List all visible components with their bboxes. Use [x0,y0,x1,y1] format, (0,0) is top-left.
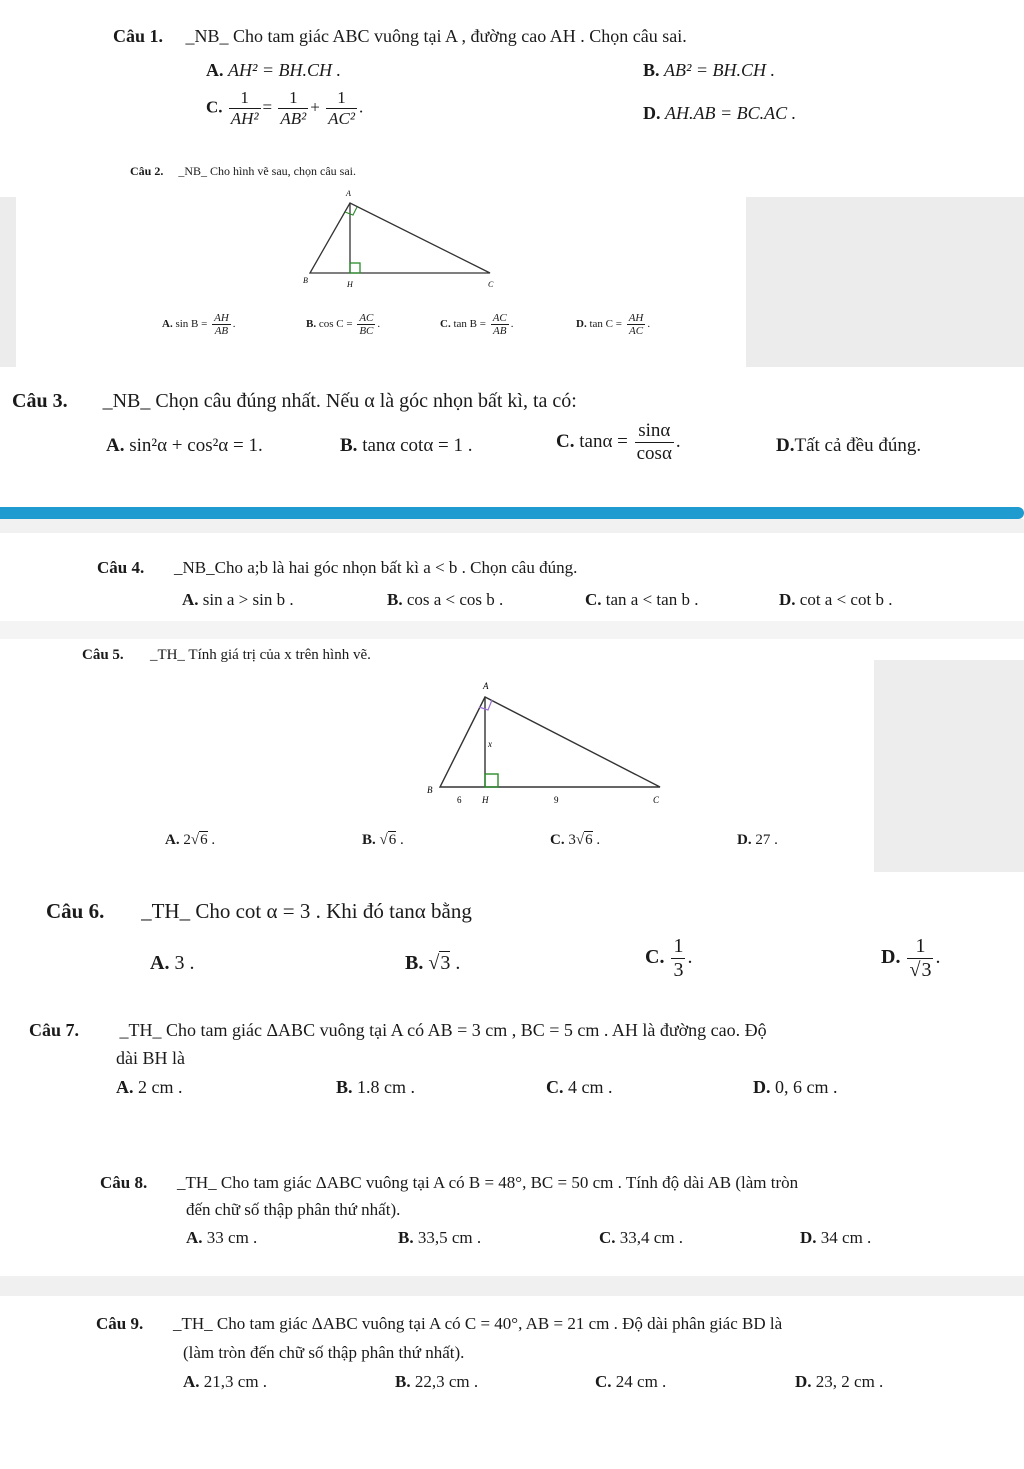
q2-b-den: BC [359,325,374,337]
q2-b-lhs: cos C = [318,318,353,331]
q1-option-c[interactable]: C. $\frac{1}{\text{AH²}}$ = $\frac{1}{\text{AB²}}$ + $\frac{1}{\text{AC²}}$ . [206,88,364,128]
q9-option-b-label: B. [395,1372,411,1391]
q8-stem-line2: đến chữ số thập phân thứ nhất). [186,1200,401,1219]
q5-label-bh: 6 [457,795,462,805]
q7-stem [29,1020,767,1041]
q1-option-b-text: AB² = BH.CH . [664,60,776,80]
q5-label-c: C [653,795,660,805]
q2-c-den: AB [491,324,509,337]
q7-option-b-label: B. [336,1077,353,1097]
q2-a-num: AH [214,312,229,324]
q4-option-d[interactable] [779,590,892,610]
q2-c-num: AC [492,312,507,324]
q6-stem [46,899,472,924]
q7-option-c-label: C. [546,1077,564,1097]
q2-option-d[interactable]: D. tan C = $\frac{AH}{AC}$ . [576,312,651,337]
q4-text: _NB_Cho a;b là hai góc nhọn bất kì a < b . Chọn câu đúng. [173,558,578,577]
q2-label-c: C [488,280,494,289]
q8-text: _TH_ Cho tam giác ΔABC vuông tại A có B = 48°, BC = 50 cm . Tính độ dài AB (làm tròn [176,1173,799,1192]
q1-option-d-label: D. [643,103,661,123]
q1-c-lhs-den: AH² [230,109,259,128]
q2-triangle-abc [310,203,490,273]
q3-option-a[interactable] [106,435,263,457]
q9-option-d-text: 23, 2 cm . [815,1372,884,1391]
q1-option-d-text: AH.AB = BC.AC . [665,103,797,123]
q5-b-rad: 6 [388,832,397,848]
q6-option-a-label: A. [150,952,170,974]
q9-option-c-text: 24 cm . [615,1372,667,1391]
q9-option-b[interactable] [395,1372,478,1392]
q3-option-b-label: B. [340,435,358,456]
q9-option-a-label: A. [183,1372,200,1391]
q3-option-a-text: sin²α + cos²α = 1. [129,435,263,456]
q2-label-h: H [347,280,353,289]
q5-c-coef: 3 [568,832,576,848]
q1-text: _NB_ Cho tam giác ABC vuông tại A , đường cao AH . Chọn câu sai. [185,26,687,46]
q2-option-a[interactable]: A. sin B = $\frac{AH}{AB}$ . [162,312,236,337]
q6-label: Câu 6. [46,899,105,923]
q5-label: Câu 5. [82,647,124,663]
q8-option-a-text: 33 cm . [206,1228,258,1247]
q4-option-a-text: sin a > sin b . [202,590,294,609]
q4-option-d-text: cot a < cot b . [799,590,893,609]
q7-option-a-text: 2 cm . [138,1077,183,1097]
q4-label: Câu 4. [97,558,145,577]
q2-b-num: AC [359,312,374,324]
q8-option-b-label: B. [398,1228,414,1247]
q3-option-b[interactable] [340,435,473,457]
q7-option-a[interactable] [116,1077,183,1098]
q8-option-a-label: A. [186,1228,203,1247]
q2-label-b: B [303,276,308,285]
q3-stem [12,390,577,413]
q8-option-d[interactable] [800,1228,871,1248]
q7-option-a-label: A. [116,1077,134,1097]
q8-option-d-label: D. [800,1228,817,1247]
q9-text: _TH_ Cho tam giác ΔABC vuông tại A có C = 40°, AB = 21 cm . Độ dài phân giác BD là [172,1314,783,1333]
q9-stem [96,1314,782,1334]
q6-option-c-label: C. [645,946,665,969]
q6-b-rad: 3 [440,952,451,974]
q5-label-h: H [482,795,489,805]
q6-c-den: 3 [673,959,684,981]
q8-option-c-label: C. [599,1228,616,1247]
q4-option-c-text: tan a < tan b . [605,590,699,609]
q2-a-den: AB [212,324,231,337]
q9-option-a[interactable] [183,1372,267,1392]
q8-stem [100,1173,798,1193]
q3-option-d-label: D. [776,435,795,456]
q8-option-c[interactable] [599,1228,683,1248]
q8-option-d-text: 34 cm . [820,1228,872,1247]
q5-option-b-label: B. [362,832,376,848]
q9-option-d[interactable] [795,1372,883,1392]
q2-label-a: A [346,189,351,198]
q1-option-a[interactable] [206,60,341,81]
q4-option-a[interactable] [182,590,294,610]
q5-label-hc: 9 [554,795,559,805]
q7-stem-line2: dài BH là [116,1048,185,1068]
q4-option-b-text: cos a < cos b . [406,590,504,609]
q9-label: Câu 9. [96,1314,144,1333]
q3-option-b-text: tanα cotα = 1 . [362,435,473,456]
q7-option-d[interactable] [753,1077,838,1098]
q8-label: Câu 8. [100,1173,148,1192]
q9-option-d-label: D. [795,1372,812,1391]
q6-option-d-label: D. [881,946,901,969]
q7-option-d-label: D. [753,1077,771,1097]
q7-option-b[interactable] [336,1077,415,1098]
q2-a-lhs: sin B = [175,318,208,331]
q2-stem [130,164,356,179]
q6-option-b-label: B. [405,952,424,974]
q6-d-num: 1 [915,935,926,957]
q3-option-d[interactable] [776,435,921,457]
q3-option-d-text: Tất cả đều đúng. [794,435,922,456]
q7-option-c-text: 4 cm . [568,1077,613,1097]
q9-option-b-text: 22,3 cm . [414,1372,479,1391]
q8-option-a[interactable] [186,1228,257,1248]
q2-d-lhs: tan C = [589,318,622,331]
q7-option-b-text: 1.8 cm . [357,1077,416,1097]
q3-option-c[interactable]: C. tanα = $\frac{\sin\alpha}{\cos\alpha}$ . [556,420,681,464]
q7-option-d-text: 0, 6 cm . [775,1077,838,1097]
q2-option-d-label: D. [576,318,587,331]
q3-label: Câu 3. [12,390,68,412]
q6-option-d[interactable]: D. $\frac{1}{√3}$ . [881,935,941,981]
q1-c-t1-den: AB² [280,109,307,128]
q2-c-lhs: tan B = [453,318,486,331]
q6-text: _TH_ Cho cot α = 3 . Khi đó tanα bằng [141,899,472,923]
q1-option-a-text: AH² = BH.CH . [228,60,342,80]
q5-option-b[interactable]: B. √6 . [362,832,404,848]
q5-option-d[interactable] [737,832,778,849]
q5-option-a[interactable]: A. 2√6 . [165,832,216,848]
q1-stem [113,26,687,47]
q8-option-b[interactable] [398,1228,481,1248]
q5-stem [82,647,371,664]
q9-stem-line2: (làm tròn đến chữ số thập phân thứ nhất). [183,1343,465,1362]
q2-option-b-label: B. [306,318,317,331]
q1-option-d[interactable] [643,103,796,124]
q2-text: _NB_ Cho hình vẽ sau, chọn câu sai. [178,164,356,178]
q7-text: _TH_ Cho tam giác ΔABC vuông tại A có AB = 3 cm , BC = 5 cm . AH là đường cao. Độ [119,1020,767,1040]
q2-label: Câu 2. [130,164,164,178]
q4-option-a-label: A. [182,590,199,609]
q1-c-t1-num: 1 [289,88,298,107]
q1-option-b-label: B. [643,60,660,80]
q3-option-c-label: C. [556,430,575,452]
q5-option-a-label: A. [165,832,180,848]
q5-c-rad: 6 [585,832,593,848]
q5-label-b: B [427,785,433,795]
gray-strip-q9 [0,1276,1024,1296]
q1-label: Câu 1. [113,26,164,46]
q3-c-num: sinα [638,420,671,441]
q5-a-rad: 6 [200,832,208,848]
q4-option-d-label: D. [779,590,796,609]
q4-stem [97,558,577,578]
q5-label-x: x [488,739,492,749]
q9-option-a-text: 21,3 cm . [203,1372,268,1391]
blue-divider [0,507,1024,519]
q6-option-a-text: 3 . [174,952,195,974]
q6-option-a[interactable] [150,952,194,975]
q2-d-num: AH [628,312,644,324]
q3-option-a-label: A. [106,435,125,456]
q2-option-c[interactable]: C. tan B = $\frac{AC}{AB}$ . [440,312,514,337]
q2-triangle-figure [290,185,510,295]
gray-strip-top-q4 [0,519,1024,533]
q4-option-b-label: B. [387,590,403,609]
q6-option-b[interactable]: B. √3 . [405,952,461,974]
q5-option-c[interactable]: C. 3√6 . [550,832,601,848]
q3-c-den: cosα [636,443,672,464]
q1-option-c-label: C. [206,97,223,117]
q2-right-angle-h [350,263,360,273]
q4-option-c-label: C. [585,590,602,609]
q1-option-b[interactable] [643,60,775,81]
q6-c-num: 1 [673,935,684,957]
q2-option-b[interactable]: B. cos C = $\frac{AC}{BC}$ . [306,312,381,337]
q6-option-c[interactable]: C. $\frac{1}{3}$ . [645,935,693,981]
gray-block-right-q5 [874,660,1024,872]
q2-option-a-label: A. [162,318,173,331]
q5-a-coef: 2 [183,832,191,848]
q8-option-b-text: 33,5 cm . [417,1228,482,1247]
q1-c-t2-den: AC² [328,109,355,128]
q5-triangle-figure [420,675,670,810]
q5-label-a: A [483,681,489,691]
q6-d-den-rad: 3 [921,959,932,981]
q7-option-c[interactable] [546,1077,613,1098]
q5-text: _TH_ Tính giá trị của x trên hình vẽ. [149,647,371,663]
gray-strip-q5 [0,621,1024,639]
q8-option-c-text: 33,4 cm . [619,1228,684,1247]
q5-option-d-text: 27 . [755,832,778,848]
q3-text: _NB_ Chọn câu đúng nhất. Nếu α là góc nhọn bất kì, ta có: [102,390,577,412]
q1-c-t2-num: 1 [337,88,346,107]
q5-right-angle-h [485,774,498,787]
q5-option-c-label: C. [550,832,565,848]
q1-option-a-label: A. [206,60,224,80]
q5-option-d-label: D. [737,832,752,848]
q4-option-b[interactable] [387,590,503,610]
q2-d-den: AC [627,324,646,337]
q7-label: Câu 7. [29,1020,80,1040]
q5-triangle-abc [440,697,660,787]
q9-option-c[interactable] [595,1372,666,1392]
q9-option-c-label: C. [595,1372,612,1391]
q4-option-c[interactable] [585,590,698,610]
q3-c-lhs: tanα = [579,430,628,452]
q2-option-c-label: C. [440,318,451,331]
q1-c-lhs-num: 1 [240,88,249,107]
